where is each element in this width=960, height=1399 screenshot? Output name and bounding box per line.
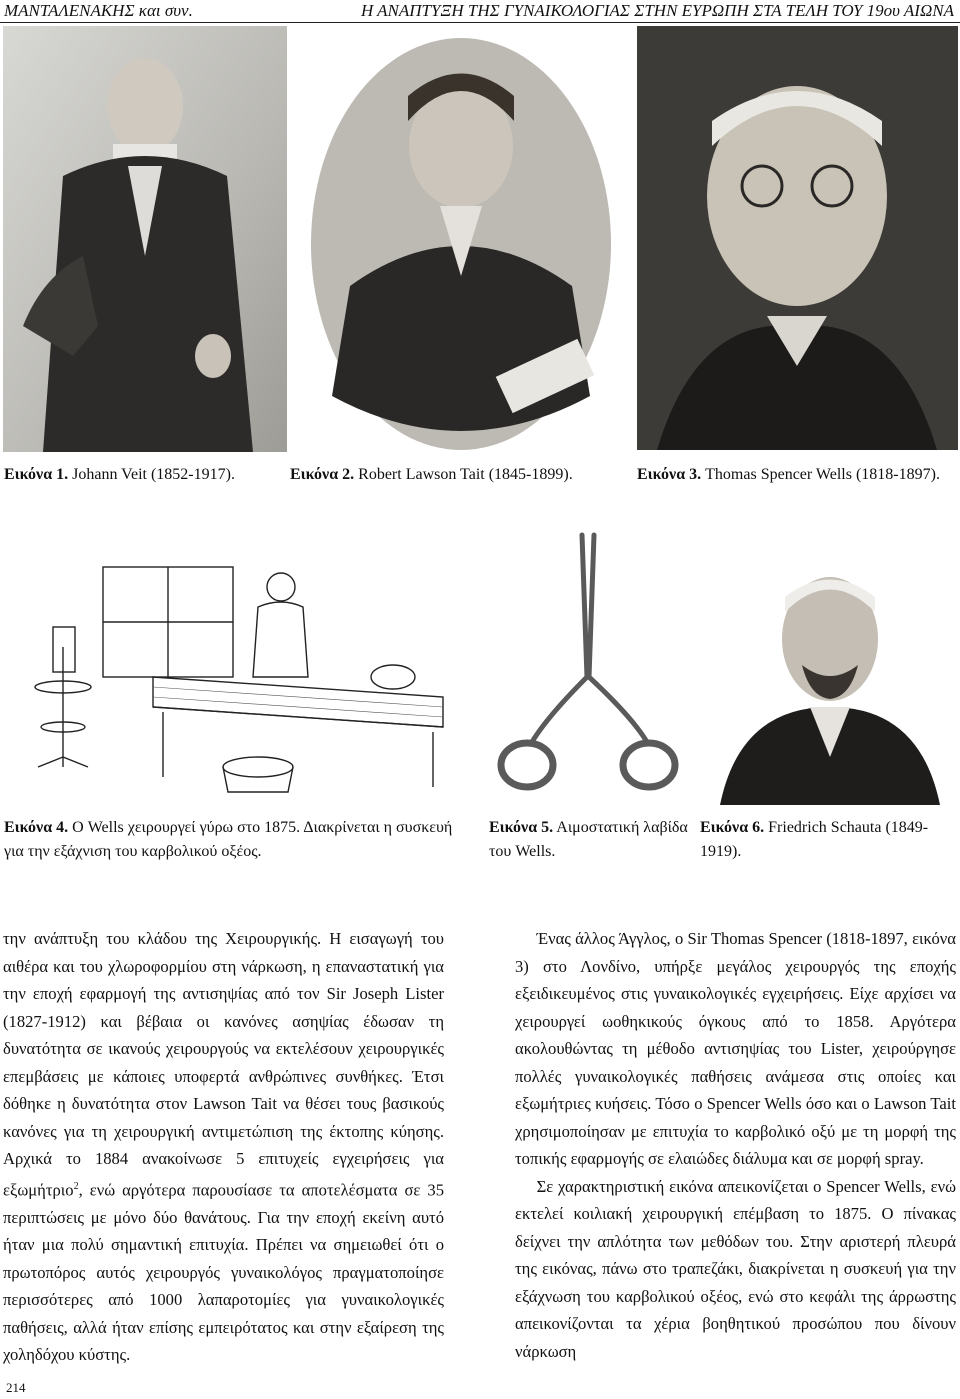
figure-2-photo (300, 26, 622, 456)
figure-5-forceps (487, 527, 689, 805)
figure-3-caption (637, 465, 940, 485)
header-title: Η ΑΝΑΠΤΥΞΗ ΤΗΣ ΓΥΝΑΙΚΟΛΟΓΙΑΣ ΣΤΗΝ ΕΥΡΩΠΗ ΣΤΑ ΤΕΛΗ ΤΟΥ 19ου ΑΙΩΝΑ (360, 1, 954, 20)
body-left-text-1: την ανάπτυξη του κλάδου της Χειρουργικής. Η εισαγωγή του αιθέρα και του χλωροφορμίου στη νάρκωση, η επαναστατική για την εποχή εφαρμογή της αντισηψίας από τον Sir Joseph Lister (1827-1912) και βέβαια οι κανόνες ασηψίας έδωσαν τη δυνατότητα σε ικανούς χειρουργούς να εκτελέσουν χειρουργικές επεμβάσεις με κάποιες υποφερτά ανθρώπινες συνθήκες. Έτσι δόθηκε η δυνατότητα στον Lawson Tait να θέσει τους βασικούς κανόνες για τη χειρουργική αντιμετώπιση της έκτοπης κύησης. Αρχικά το 1884 ανακοίνωσε 5 επιτυχείς εγχειρήσεις για εξωμήτριο (3, 929, 444, 1200)
figure-6-text: Friedrich Schauta (1849-1919). (700, 819, 929, 860)
figure-3-label: Εικόνα 3. (637, 466, 702, 483)
body-column-right (515, 925, 956, 1365)
figure-3-text: Thomas Spencer Wells (1818-1897). (705, 466, 940, 483)
figure-5-text: Αιμοστατική λαβίδα του Wells. (489, 819, 688, 860)
figure-5-caption (489, 816, 689, 864)
figure-5-label: Εικόνα 5. (489, 819, 554, 836)
figure-4-caption (4, 816, 474, 864)
figure-3-photo (637, 26, 958, 450)
header-rule (0, 22, 960, 23)
figure-6-label: Εικόνα 6. (700, 819, 765, 836)
body-paragraph (3, 925, 444, 1369)
footnote-ref: 2 (73, 1180, 79, 1192)
page-number: 214 (6, 1380, 26, 1395)
figure-2-label: Εικόνα 2. (290, 466, 355, 483)
header-authors: ΜΑΝΤΑΛΕΝΑΚΗΣ και συν. (4, 1, 193, 20)
figure-1-label: Εικόνα 1. (4, 466, 69, 483)
figure-2-text: Robert Lawson Tait (1845-1899). (358, 466, 573, 483)
figure-2-caption (290, 465, 573, 485)
figure-6-photo (700, 527, 958, 805)
body-column-left (3, 925, 444, 1369)
body-left-text-2: , ενώ αργότερα παρουσίασε τα αποτελέσματα σε 35 περιπτώσεις με μόνο δύο θανάτους. Για την εποχή εκείνη αυτό ήταν μια πολύ σημαντική επιτυχία. Πρέπει να σημειωθεί ότι ο πρωτοπόρος αυτός χειρουργός γυναικολόγος πραγματοποίησε περισσότερες από 1000 λαπαροτομίες για γυναικολογικές παθήσεις, αλλά ήταν επίσης εμπειρότατος και στην εξαίρεση της χοληδόχου κύστης. (3, 1180, 444, 1365)
figure-1-caption (4, 465, 235, 485)
figure-1-text: Johann Veit (1852-1917). (72, 466, 235, 483)
body-paragraph: Ένας άλλος Άγγλος, ο Sir Thomas Spencer (1818-1897, εικόνα 3) στο Λονδίνο, υπήρξε μεγάλος χειρουργός της εποχής εξειδικευμένος στις γυναικολογικές εγχειρήσεις. Είχε αρχίσει να χειρουργεί ωοθηκικούς όγκους από το 1858. Αργότερα ακολουθώντας τη μέθοδο αντισηψίας του Lister, χειρούργησε πολλές γυναικολογικές παθήσεις ανάμεσα στις οποίες και εξωμήτριες κυήσεις. Τόσο ο Spencer Wells όσο και ο Lawson Tait χρησιμοποίησαν με επιτυχία το καρβολικό οξύ με τη μορφή της τοπικής εφαρμογής σε ελαιώδες διάλυμα και σε μορφή spray. (515, 929, 956, 1168)
running-header (0, 0, 960, 22)
body-paragraph: Σε χαρακτηριστική εικόνα απεικονίζεται ο Spencer Wells, ενώ εκτελεί κοιλιακή χειρουργική επέμβαση το 1875. Ο πίνακας δείχνει την απλότητα των μεθόδων του. Στην αριστερή πλευρά της εικόνας, πάνω στο τραπεζάκι, διακρίνεται η συσκευή για την εξάχνωση του καρβολικού οξέος, ενώ στο κεφάλι της άρρωστης απεικονίζονται τα χέρια βοηθητικού προσώπου που δίνουν νάρκωση (515, 1176, 956, 1361)
figure-4-text: Ο Wells χειρουργεί γύρω στο 1875. Διακρίνεται η συσκευή για την εξάχνιση του καρβολικού οξέος. (4, 819, 453, 860)
figure-4-label: Εικόνα 4. (4, 819, 69, 836)
figure-4-engraving (3, 527, 477, 805)
figure-1-photo (3, 26, 287, 452)
figure-6-caption (700, 816, 950, 864)
